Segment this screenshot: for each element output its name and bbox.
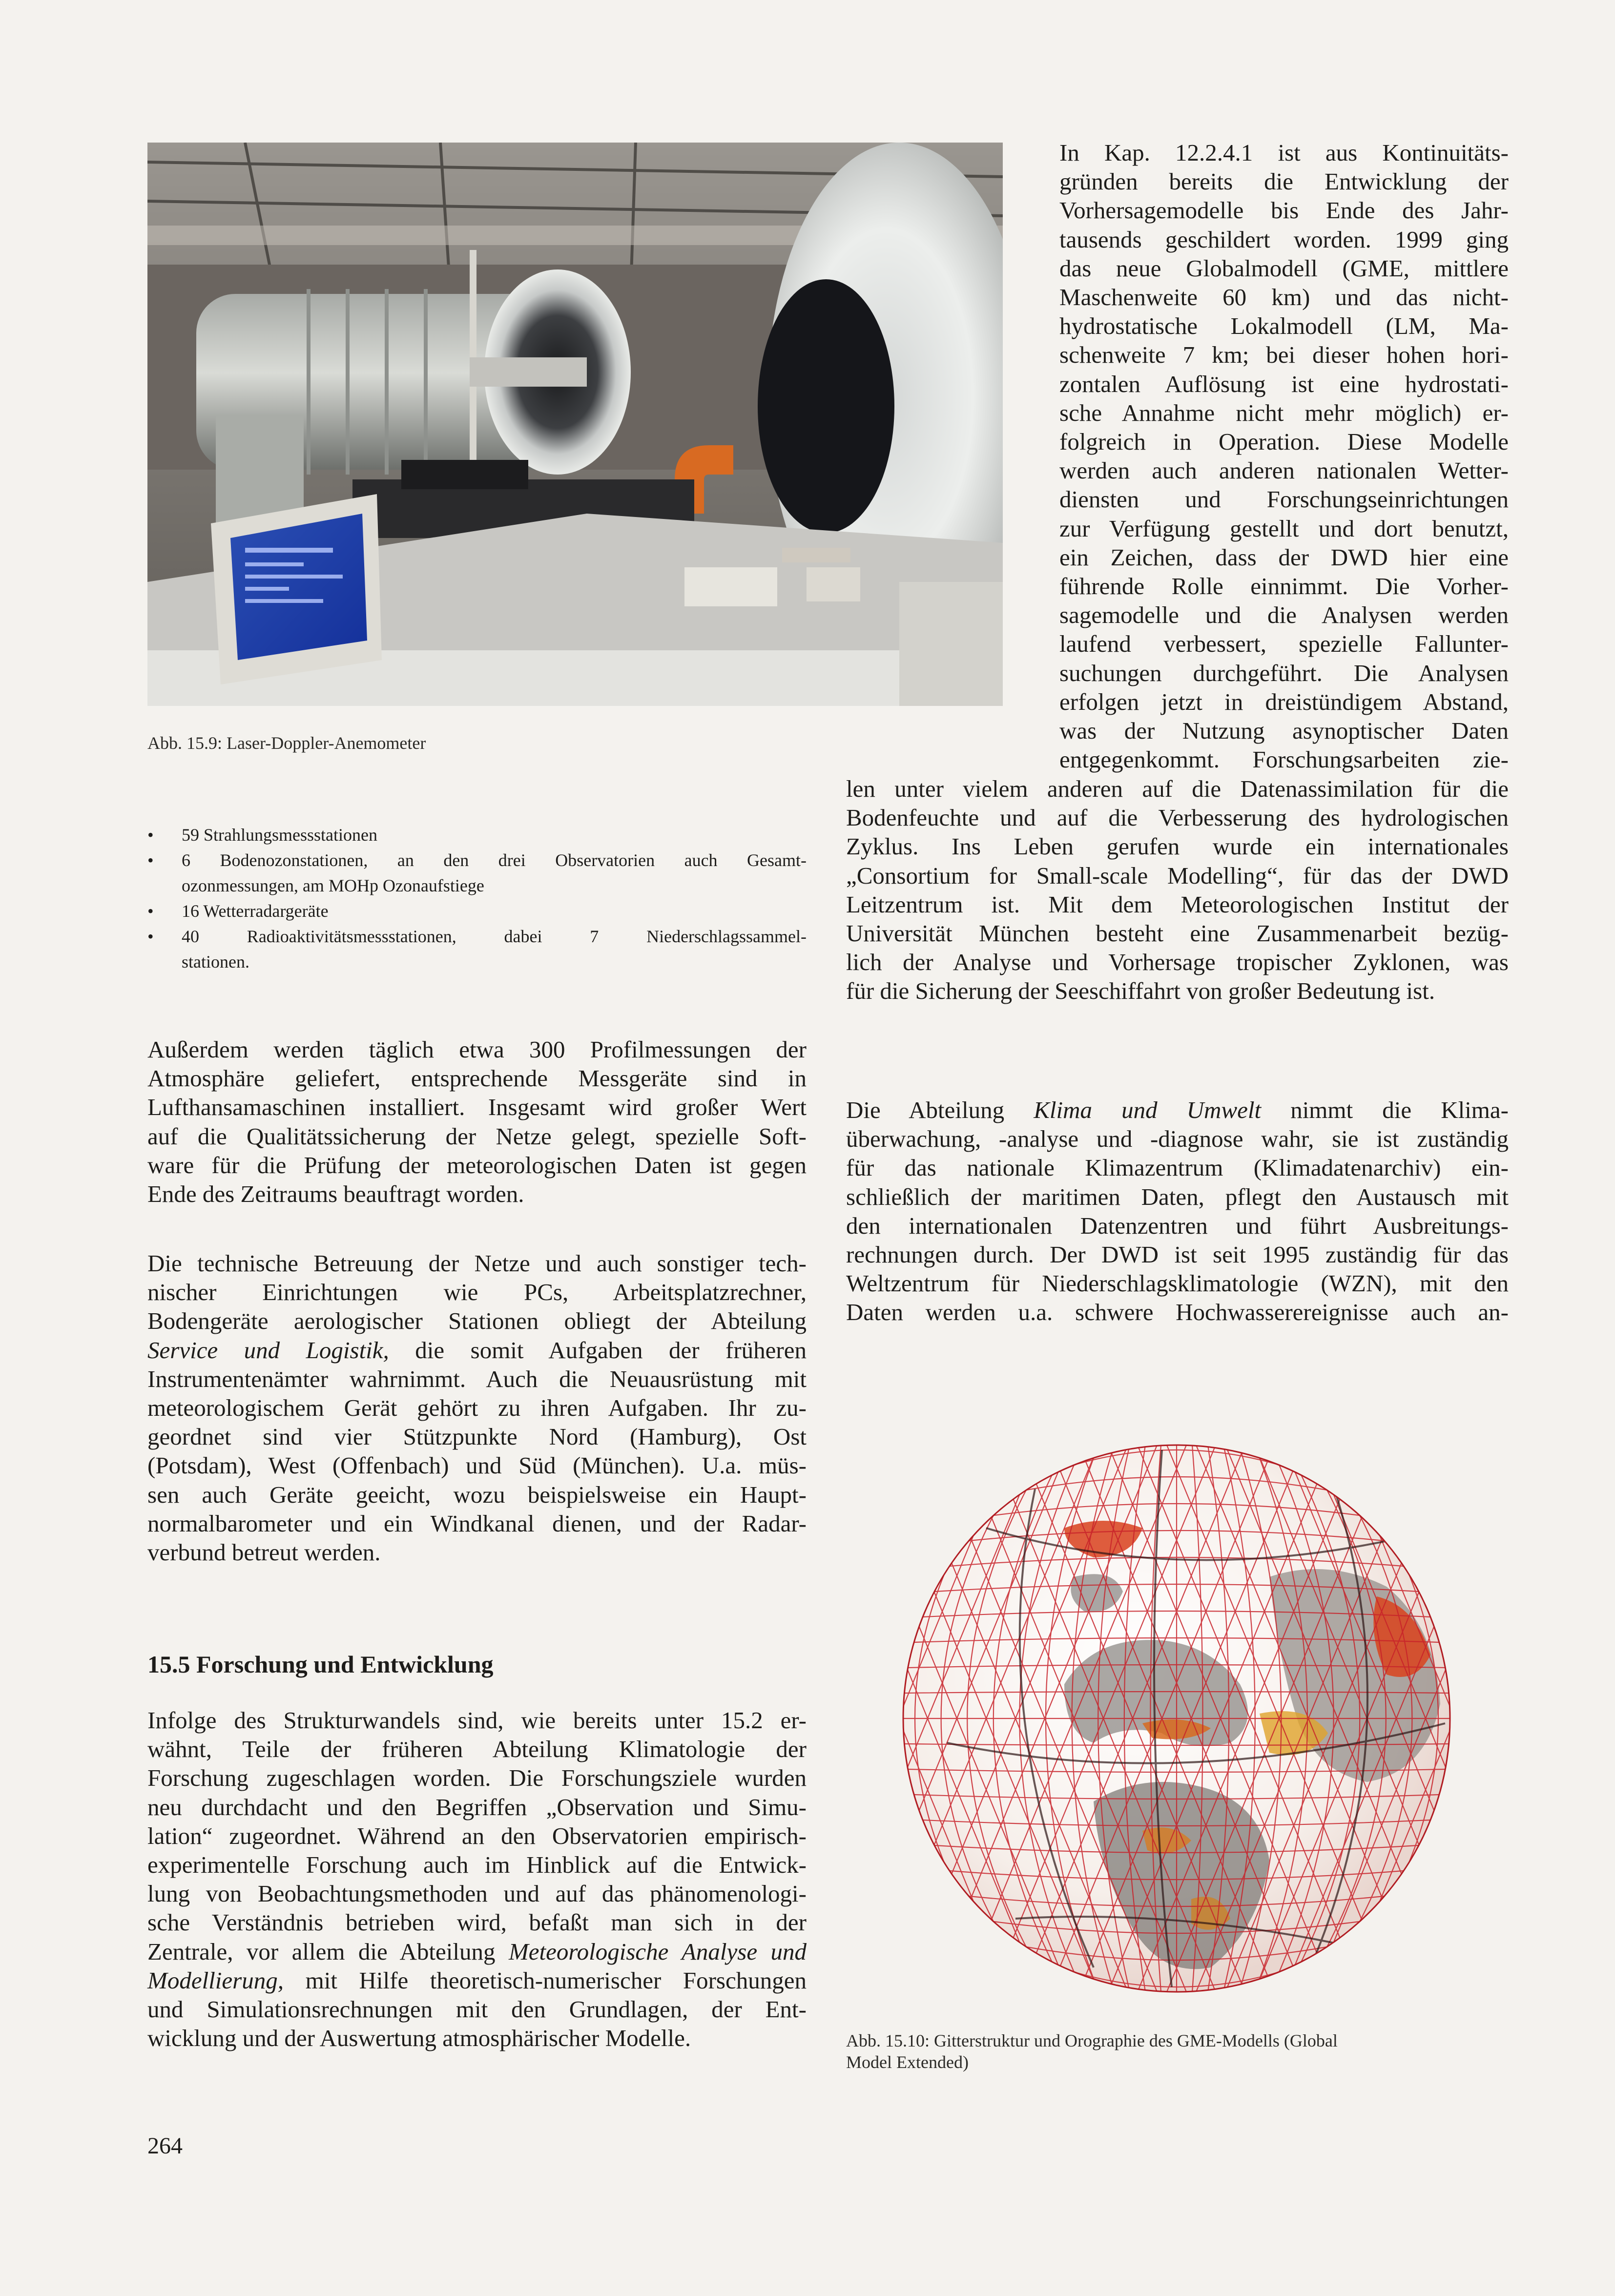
paragraph-climate-environment (846, 1096, 1509, 1327)
text-line: hydrostatische Lokalmodell (LM, Ma- (1059, 312, 1509, 340)
text-line (846, 1096, 1509, 1124)
text-line: Weltzentrum für Niederschlagsklimatologie (WZN), mit den (846, 1270, 1509, 1297)
text-line: schenweite 7 km; bei dieser hohen hori- (1059, 341, 1509, 369)
grid-line (1460, 1445, 1465, 1992)
department-name: Meteorologische Analyse und (508, 1938, 807, 1965)
anemometer-photo (147, 143, 1003, 706)
department-name: Modellierung, (147, 1966, 284, 1994)
text-fragment: nimmt die Klima- (1261, 1096, 1509, 1123)
text-fragment: Zentrale, vor allem die Abteilung (147, 1938, 509, 1965)
text-line: gründen bereits die Entwicklung der (1059, 168, 1509, 195)
text-fragment: die somit Aufgaben der früheren (389, 1336, 807, 1364)
text-line: erfolgen jetzt in dreistündigem Abstand, (1059, 688, 1509, 715)
text-line: Atmosphäre geliefert, entsprechende Messgeräte sind in (147, 1065, 807, 1092)
globe-caption (846, 2030, 1481, 2073)
department-name: Service und Logistik, (147, 1336, 389, 1364)
caption-line: Abb. 15.10: Gitterstruktur und Orographie des GME-Modells (Global (846, 2031, 1338, 2050)
bullet-symbol: • (147, 901, 154, 921)
text-line: Universität München besteht eine Zusammenarbeit bezüg- (846, 920, 1509, 947)
paragraph-forecast-models-continued (846, 774, 1509, 1006)
text-line: sche Annahme nicht mehr möglich) er- (1059, 399, 1509, 426)
bullet-text: 40 Radioaktivitätsmessstationen, dabei 7 Niederschlagssammel- (182, 927, 807, 946)
text-line: len unter vielem anderen auf die Datenassimilation für die (846, 775, 1509, 802)
gme-grid-globe (889, 1430, 1465, 2006)
text-line: den internationalen Datenzentren und führt Ausbreitungs- (846, 1212, 1509, 1239)
bullet-item (147, 822, 807, 848)
caption-line: Model Extended) (846, 2052, 969, 2072)
text-line: Instrumentenämter wahrnimmt. Auch die Neuausrüstung mit (147, 1365, 807, 1392)
text-line: sagemodelle und die Analysen werden (1059, 601, 1509, 629)
text-line: Außerdem werden täglich etwa 300 Profilmessungen der (147, 1036, 807, 1063)
text-line: lich der Analyse und Vorhersage tropischer Zyklonen, was (846, 949, 1509, 976)
text-line: was der Nutzung asynoptischer Daten (1059, 717, 1509, 745)
text-line: wicklung und der Auswertung atmosphärischer Modelle. (147, 2025, 691, 2052)
text-line: Forschung zugeschlagen worden. Die Forschungsziele wurden (147, 1764, 807, 1792)
text-line: Infolge des Strukturwandels sind, wie bereits unter 15.2 er- (147, 1707, 807, 1734)
text-line: für das nationale Klimazentrum (Klimadatenarchiv) ein- (846, 1154, 1509, 1181)
text-line: Bodengeräte aerologischer Stationen obliegt der Abteilung (147, 1307, 807, 1335)
text-line: laufend verbessert, spezielle Fallunter- (1059, 630, 1509, 658)
text-line: lation“ zugeordnet. Während an den Observatorien empirisch- (147, 1822, 807, 1849)
text-line: überwachung, -analyse und -diagnose wahr, sie ist zuständig (846, 1125, 1509, 1153)
bullet-item (147, 924, 807, 974)
text-line: geordnet sind vier Stützpunkte Nord (Hamburg), Ost (147, 1423, 807, 1450)
text-line: das neue Globalmodell (GME, mittlere (1059, 254, 1509, 282)
text-line: ein Zeichen, dass der DWD hier eine (1059, 543, 1509, 571)
text-line: normalbarometer und ein Windkanal dienen, und der Radar- (147, 1510, 807, 1537)
text-line (147, 1336, 807, 1365)
text-line: diensten und Forschungseinrichtungen (1059, 486, 1509, 513)
text-line: und Simulationsrechnungen mit den Grundlagen, der Ent- (147, 1996, 807, 2023)
text-line: „Consortium for Small-scale Modelling“, für das der DWD (846, 862, 1509, 889)
text-line: suchungen durchgeführt. Die Analysen (1059, 659, 1509, 686)
text-line: Ende des Zeitraums beauftragt worden. (147, 1180, 524, 1208)
text-line: neu durchdacht und den Begriffen „Observation und Simu- (147, 1793, 807, 1820)
text-line: Leitzentrum ist. Mit dem Meteorologischen Institut der (846, 890, 1509, 918)
bullet-text: 16 Wetterradargeräte (182, 901, 329, 921)
text-line: Maschenweite 60 km) und das nicht- (1059, 284, 1509, 311)
text-line: Die technische Betreuung der Netze und auch sonstiger tech- (147, 1250, 807, 1277)
bullet-symbol: • (147, 825, 154, 845)
text-line: Lufthansamaschinen installiert. Insgesamt wird großer Wert (147, 1094, 807, 1121)
text-line: für die Sicherung der Seeschiffahrt von großer Bedeutung ist. (846, 977, 1435, 1005)
section-heading: 15.5 Forschung und Entwicklung (147, 1651, 494, 1678)
text-line: tausends geschildert worden. 1999 ging (1059, 226, 1509, 253)
bullet-symbol: • (147, 850, 154, 870)
text-line: Daten werden u.a. schwere Hochwasserereignisse auch an- (846, 1299, 1509, 1326)
text-line: entgegenkommt. Forschungsarbeiten zie- (1059, 746, 1509, 773)
text-fragment: mit Hilfe theoretisch-numerischer Forschungen (283, 1966, 807, 1994)
text-fragment: Die Abteilung (846, 1096, 1034, 1123)
paragraph-forecast-models (1059, 138, 1509, 774)
bullet-item (147, 898, 807, 924)
paragraph-service-logistics (147, 1249, 807, 1567)
bullet-item (147, 848, 807, 898)
text-line: rechnungen durch. Der DWD ist seit 1995 zuständig für das (846, 1241, 1509, 1268)
station-bullet-list (147, 822, 807, 974)
text-line: zontalen Auflösung ist eine hydrostati- (1059, 370, 1509, 397)
text-line: sen auch Geräte geeicht, wozu beispielsweise ein Haupt- (147, 1481, 807, 1508)
text-line: nischer Einrichtungen wie PCs, Arbeitsplatzrechner, (147, 1279, 807, 1306)
text-line: meteorologischem Gerät gehört zu ihren Aufgaben. Ihr zu- (147, 1394, 807, 1422)
bullet-text: 6 Bodenozonstationen, an den drei Observatorien auch Gesamt- (182, 850, 807, 870)
text-line (147, 1966, 807, 1995)
text-line: In Kap. 12.2.4.1 ist aus Kontinuitäts- (1059, 139, 1509, 166)
text-line: ware für die Prüfung der meteorologischen Daten ist gegen (147, 1151, 807, 1179)
text-line (147, 1937, 807, 1966)
grid-line (889, 1445, 893, 1992)
bullet-symbol: • (147, 927, 154, 946)
bullet-text: 59 Strahlungsmessstationen (182, 825, 377, 845)
text-line: schließlich der maritimen Daten, pflegt den Austausch mit (846, 1183, 1509, 1210)
text-line: experimentelle Forschung auch im Hinblick auf die Entwick- (147, 1851, 807, 1879)
text-line: (Potsdam), West (Offenbach) und Süd (München). U.a. müs- (147, 1452, 807, 1479)
text-line: folgreich in Operation. Diese Modelle (1059, 428, 1509, 455)
text-line: auf die Qualitätssicherung der Netze gelegt, spezielle Soft- (147, 1122, 807, 1150)
text-line: sche Verständnis betrieben wird, befaßt man sich in der (147, 1909, 807, 1936)
text-line: wähnt, Teile der früheren Abteilung Klimatologie der (147, 1736, 807, 1763)
paragraph-measurements (147, 1035, 807, 1208)
text-line: werden auch anderen nationalen Wetter- (1059, 457, 1509, 484)
text-line: Vorhersagemodelle bis Ende des Jahr- (1059, 197, 1509, 224)
bullet-text: ozonmessungen, am MOHp Ozonaufstiege (182, 876, 484, 895)
page-number: 264 (147, 2133, 183, 2159)
text-line: Bodenfeuchte und auf die Verbesserung des hydrologischen (846, 804, 1509, 831)
bullet-text: stationen. (182, 952, 249, 972)
text-line: verbund betreut werden. (147, 1539, 381, 1566)
text-line: lung von Beobachtungsmethoden und auf das phänomenologi- (147, 1880, 807, 1907)
photo-caption: Abb. 15.9: Laser-Doppler-Anemometer (147, 733, 426, 753)
text-line: führende Rolle einnimmt. Die Vorher- (1059, 573, 1509, 600)
text-line: Zyklus. Ins Leben gerufen wurde ein internationales (846, 833, 1509, 860)
paragraph-research (147, 1706, 807, 2052)
department-name: Klima und Umwelt (1034, 1096, 1262, 1123)
text-line: zur Verfügung gestellt und dort benutzt, (1059, 515, 1509, 542)
